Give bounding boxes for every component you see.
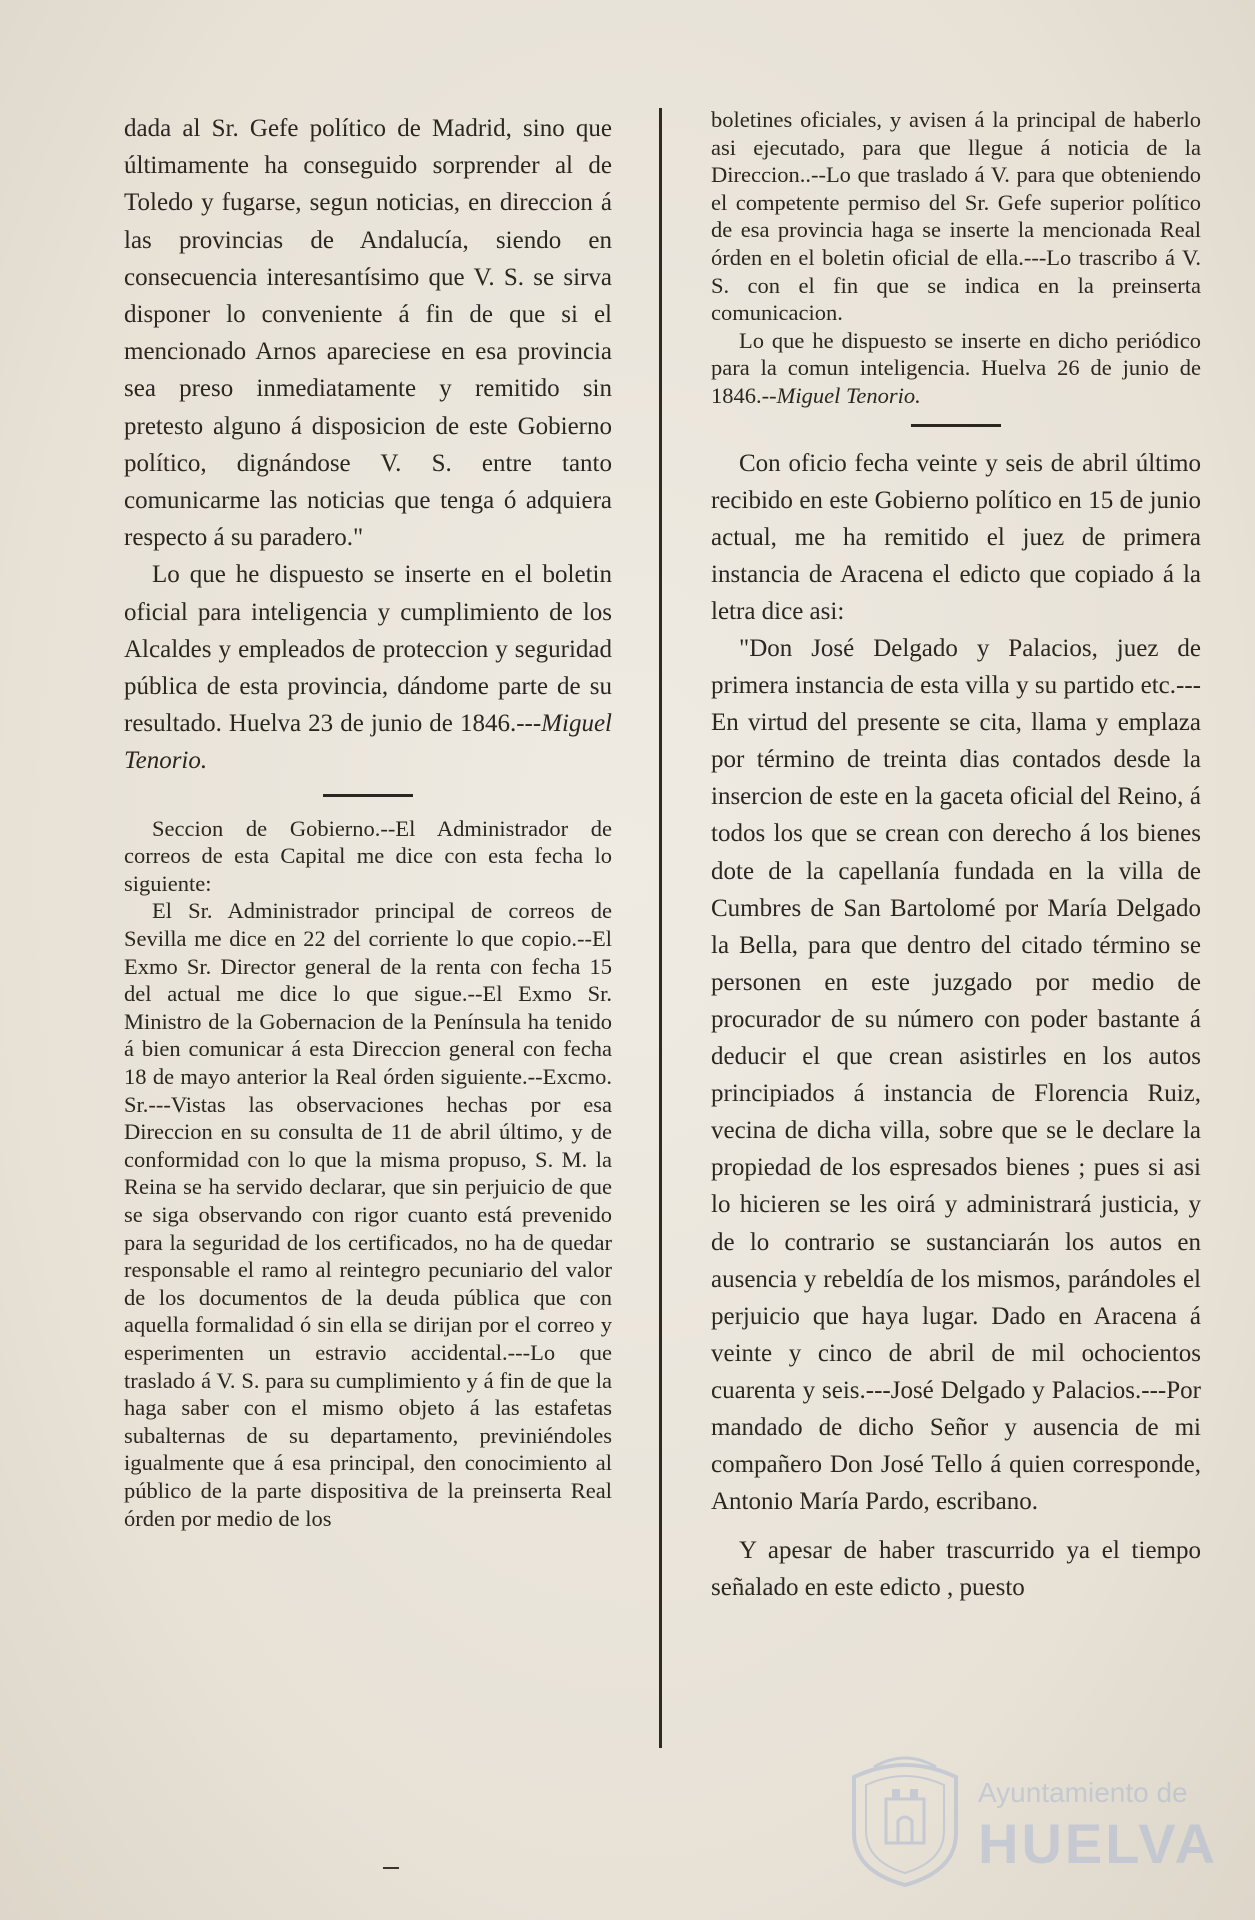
left-paragraph-2-text: Lo que he dispuesto se inserte en el boletin oficial para inteligencia y cumplimiento de los Alcaldes y empleados de proteccion y seguridad pública de esta provincia, dándome parte de su resultado. Huelva 23 de junio de 1846.--- (124, 561, 612, 738)
paragraph-gap (711, 1520, 1201, 1532)
coat-of-arms-icon (846, 1749, 964, 1889)
right-column (711, 106, 1201, 1606)
right-paragraph-1: boletines oficiales, y avisen á la principal de haberlo asi ejecutado, para que llegue á noticia de la Direccion..--Lo que traslado á V. para que obteniendo el competente permiso del Sr. Gefe superior político de esa provincia haga se inserte la mencionada Real órden en el boletin oficial de ella.---Lo trascribo á V. S. con el fin que se indica en la preinserta comunicacion. (711, 107, 1201, 326)
left-column (124, 110, 612, 1532)
left-signature: Miguel Tenorio. (124, 710, 612, 775)
watermark-line-1: Ayuntamiento de (978, 1777, 1188, 1808)
section-divider (323, 794, 413, 797)
right-paragraph-2 (711, 327, 1201, 410)
column-divider (659, 108, 662, 1748)
ink-mark (383, 1867, 399, 1869)
section-divider (911, 424, 1001, 427)
watermark-line-2: HUELVA (978, 1812, 1218, 1875)
right-paragraph-4: "Don José Delgado y Palacios, juez de primera instancia de esta villa y su partido etc.---En virtud del presente se cita, llama y emplaza por término de treinta dias contados desde la insercion de este en la gaceta oficial del Reino, á todos los que se crean con derecho á los bienes dote de la capellanía fundada en la villa de Cumbres de San Bartolomé por María Delgado la Bella, para que dentro del citado término se personen en este juzgado por medio de procurador de su número con poder bastante á deducir el que crean asistirles en los autos principiados á instancia de Florencia Ruiz, vecina de dicha villa, sobre que se le declare la propiedad de los espresados bienes ; pues si asi lo hicieren se les oirá y administrará justicia, y de lo contrario se sustanciarán los autos en ausencia y rebeldía de los mismos, parándoles el perjuicio que haya lugar. Dado en Aracena á veinte y cinco de abril de mil ochocientos cuarenta y seis.---José Delgado y Palacios.---Por mandado de dicho Señor y ausencia de mi compañero Don José Tello á quien corresponde, Antonio María Pardo, escribano. (711, 635, 1201, 1516)
left-paragraph-3: Seccion de Gobierno.--El Administrador de correos de esta Capital me dice con esta fecha lo siguiente: (124, 815, 612, 896)
right-signature: Miguel Tenorio. (776, 382, 921, 408)
right-paragraph-5: Y apesar de haber trascurrido ya el tiempo señalado en este edicto , puesto (711, 1537, 1201, 1602)
left-paragraph-2 (124, 556, 612, 779)
left-paragraph-4: El Sr. Administrador principal de correos de Sevilla me dice en 22 del corriente lo que copio.--El Exmo Sr. Director general de la renta con fecha 15 del actual me dice lo que sigue.--El Exmo Sr. Ministro de la Gobernacion de la Península ha tenido á bien comunicar á esta Direccion general con fecha 18 de mayo anterior la Real órden siguiente.--Excmo. Sr.---Vistas las observaciones hechas por esa Direccion en su consulta de 11 de abril último, y de conformidad con lo que la misma propuso, S. M. la Reina se ha servido declarar, que sin perjuicio de que se siga observando con rigor cuanto está prevenido para la seguridad de los certificados, no ha de quedar responsable el ramo al reintegro pecuniario del valor de los documentos de la deuda pública que con aquella formalidad ó sin ella se dirijan por el correo y esperimenten un estravio accidental.---Lo que traslado á V. S. para su cumplimiento y á fin de que la haga saber con el mismo objeto á las estafetas subalternas de su departamento, previniéndoles igualmente que á esa principal, den conocimiento al público de la parte dispositiva de la preinserta Real órden por medio de los (124, 898, 612, 1531)
left-paragraph-1: dada al Sr. Gefe político de Madrid, sino que últimamente ha conseguido sorprender al de Toledo y fugarse, segun noticias, en direccion á las provincias de Andalucía, siendo en consecuencia interesantísimo que V. S. se sirva disponer lo conveniente á fin de que si el mencionado Arnos apareciese en esa provincia sea preso inmediatamente y remitido sin pretesto alguno á disposicion de este Gobierno político, dignándose V. S. entre tanto comunicarme las noticias que tenga ó adquiera respecto á su paradero." (124, 115, 612, 552)
right-paragraph-2-text: Lo que he dispuesto se inserte en dicho periódico para la comun inteligencia. Huelva 26 de junio de 1846.-- (711, 327, 1201, 408)
archive-watermark (846, 1743, 1218, 1893)
right-paragraph-3: Con oficio fecha veinte y seis de abril último recibido en este Gobierno político en 15 de junio actual, me ha remitido el juez de primera instancia de Aracena el edicto que copiado á la letra dice asi: (711, 449, 1201, 625)
